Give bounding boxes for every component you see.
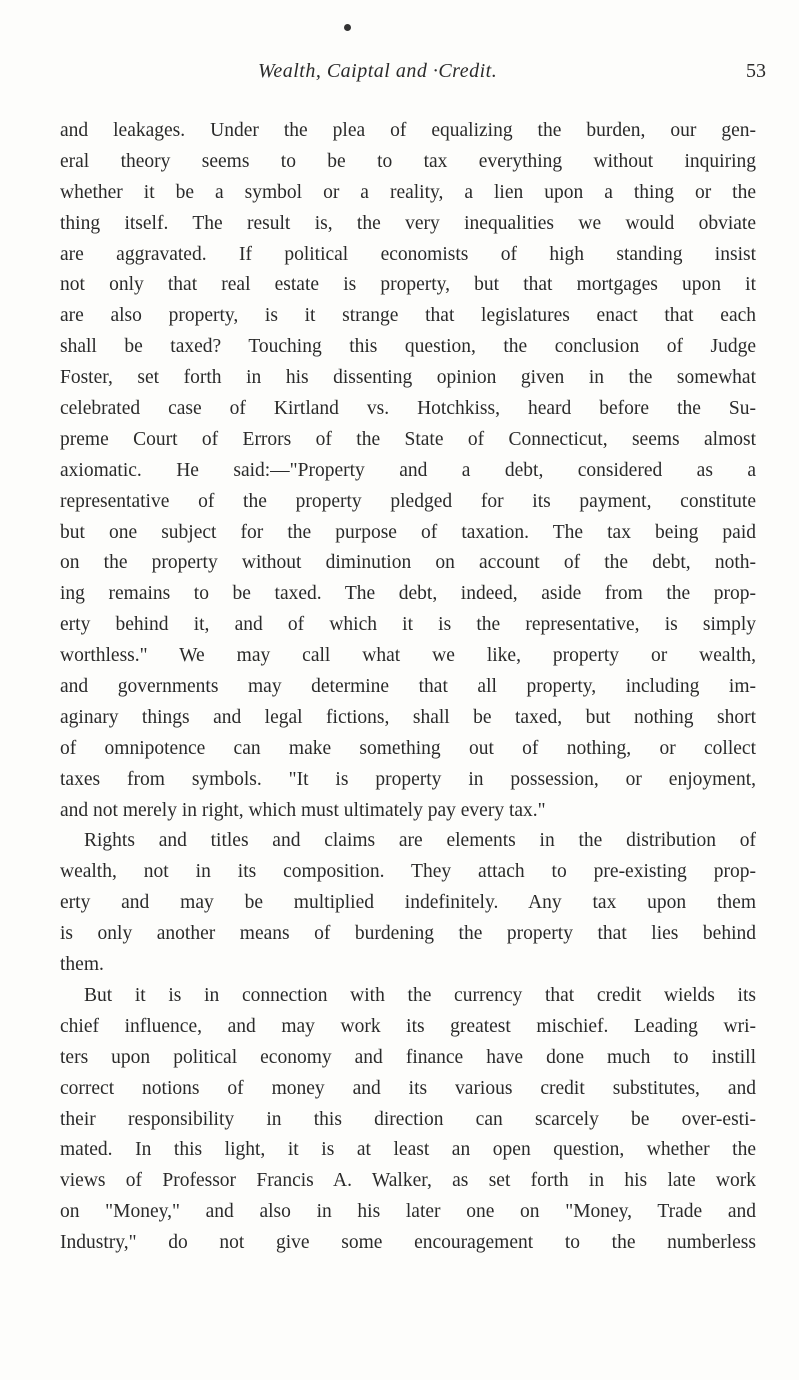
text-line: representative of the property pledged for its payment, constitute <box>60 490 756 512</box>
text-line: their responsibility in this direction can scarcely be over-esti- <box>60 1108 756 1130</box>
text-line: of omnipotence can make something out of nothing, or collect <box>60 737 756 759</box>
page-number: 53 <box>746 60 766 82</box>
text-line: preme Court of Errors of the State of Connecticut, seems almost <box>60 428 756 450</box>
text-line: thing itself. The result is, the very inequalities we would obviate <box>60 212 756 234</box>
text-line: worthless." We may call what we like, property or wealth, <box>60 645 756 667</box>
text-line: erty and may be multiplied indefinitely. Any tax upon them <box>60 892 756 914</box>
text-line: aginary things and legal fictions, shall be taxed, but nothing short <box>60 706 756 728</box>
text-line: chief influence, and may work its greatest mischief. Leading wri- <box>60 1015 756 1037</box>
text-line: taxes from symbols. "It is property in possession, or enjoyment, <box>60 768 756 790</box>
text-line: Foster, set forth in his dissenting opinion given in the somewhat <box>60 367 756 389</box>
text-line: on the property without diminution on account of the debt, noth- <box>60 552 756 574</box>
text-line: on "Money," and also in his later one on "Money, Trade and <box>60 1201 756 1223</box>
text-line: not only that real estate is property, but that mortgages upon it <box>60 274 756 296</box>
text-line: mated. In this light, it is at least an open question, whether the <box>60 1139 756 1161</box>
paragraph-start-line: But it is in connection with the currency that credit wields its <box>84 984 756 1006</box>
body-text <box>60 116 756 1259</box>
text-line: eral theory seems to be to tax everything without inquiring <box>60 150 756 172</box>
text-line: ters upon political economy and finance have done much to instill <box>60 1046 756 1068</box>
text-line: erty behind it, and of which it is the representative, is simply <box>60 614 756 636</box>
text-line: are also property, is it strange that legislatures enact that each <box>60 305 756 327</box>
text-line: correct notions of money and its various credit substitutes, and <box>60 1077 756 1099</box>
paragraph-start-line: Rights and titles and claims are elements in the distribution of <box>84 830 756 852</box>
text-line: ing remains to be taxed. The debt, indeed, aside from the prop- <box>60 583 756 605</box>
text-line: and leakages. Under the plea of equalizing the burden, our gen- <box>60 120 756 141</box>
text-line: them. <box>60 954 104 976</box>
text-line: Industry," do not give some encouragement to the numberless <box>60 1232 756 1254</box>
text-line: but one subject for the purpose of taxation. The tax being paid <box>60 521 756 543</box>
text-line: and not merely in right, which must ultimately pay every tax." <box>60 799 546 821</box>
text-line: celebrated case of Kirtland vs. Hotchkiss, heard before the Su- <box>60 398 756 420</box>
text-line: views of Professor Francis A. Walker, as set forth in his late work <box>60 1170 756 1192</box>
text-line: wealth, not in its composition. They attach to pre-existing prop- <box>60 861 756 883</box>
printer-mark <box>344 24 351 31</box>
text-line: axiomatic. He said:—"Property and a debt, considered as a <box>60 459 756 481</box>
text-line: whether it be a symbol or a reality, a lien upon a thing or the <box>60 181 756 203</box>
text-line: and governments may determine that all property, including im- <box>60 676 756 698</box>
running-title: Wealth, Caiptal and ·Credit. <box>258 60 498 82</box>
text-line: is only another means of burdening the property that lies behind <box>60 923 756 945</box>
text-line: are aggravated. If political economists of high standing insist <box>60 243 756 265</box>
text-line: shall be taxed? Touching this question, the conclusion of Judge <box>60 336 756 358</box>
